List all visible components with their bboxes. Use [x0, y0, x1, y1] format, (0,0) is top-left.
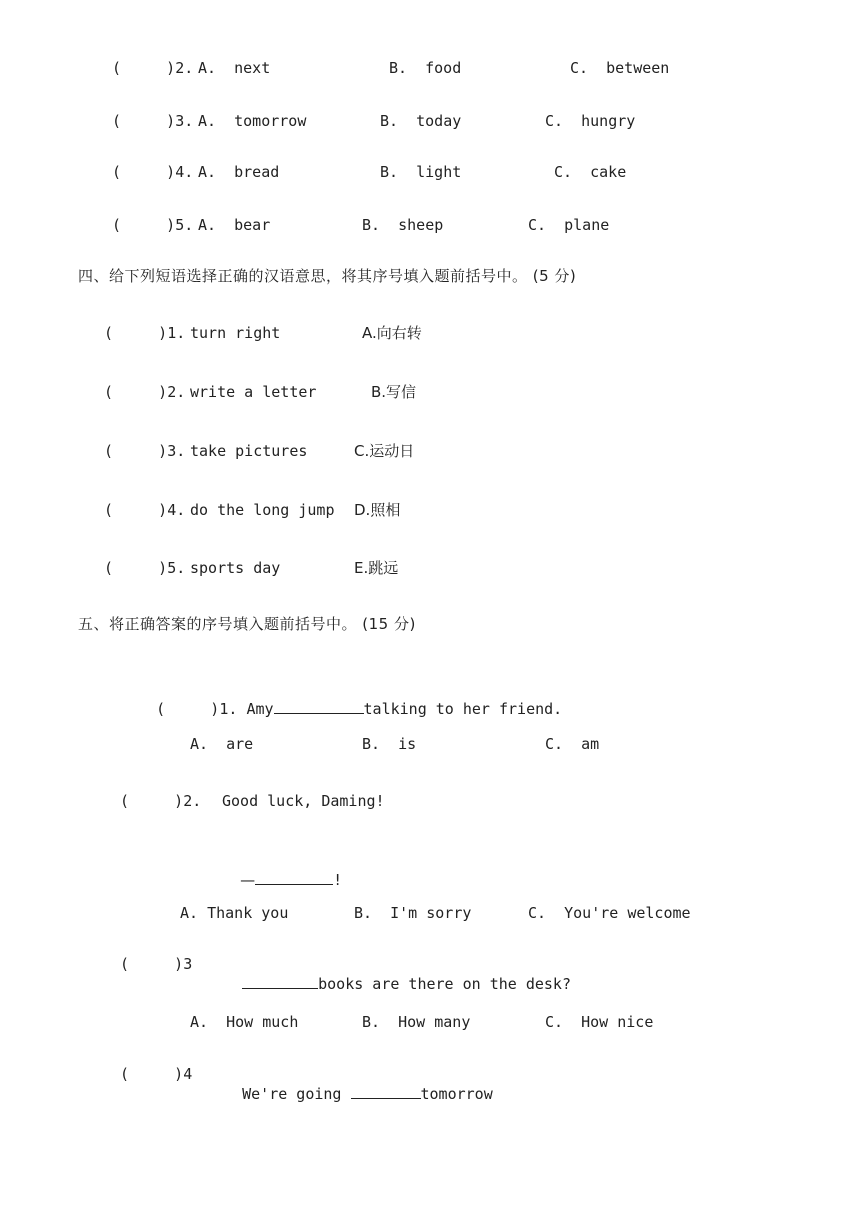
q1-option-a: A. are — [190, 735, 254, 753]
answer-paren: ( )3. — [112, 112, 194, 130]
option-c: C. between — [570, 59, 670, 77]
q2-answer-paren: ( )2. — [120, 792, 202, 810]
q4-sentence — [206, 1064, 493, 1124]
answer-blank — [274, 699, 364, 714]
answer-paren: ( )5. — [104, 559, 186, 577]
option-a: A. bear — [198, 216, 271, 234]
option-a: A. bread — [198, 163, 280, 181]
chinese-option: D.照相 — [354, 501, 401, 519]
option-b: B. food — [389, 59, 462, 77]
answer-paren: ( )2. — [104, 383, 186, 401]
answer-paren: ( )1. — [156, 700, 238, 718]
chinese-option: E.跳远 — [354, 559, 399, 577]
option-c: C. hungry — [545, 112, 636, 130]
option-b: B. today — [380, 112, 462, 130]
chinese-option: B.写信 — [371, 383, 417, 401]
answer-paren: ( )3. — [104, 442, 186, 460]
phrase: write a letter — [190, 383, 317, 401]
q3-option-c: C. How nice — [545, 1013, 654, 1031]
q3-answer-paren: ( )3 — [120, 955, 193, 973]
answer-paren: ( )1. — [104, 324, 186, 342]
answer-paren: ( )4. — [112, 163, 194, 181]
q1-option-c: C. am — [545, 735, 600, 753]
answer-blank — [351, 1084, 421, 1099]
sentence-end: talking to her friend. — [363, 700, 563, 718]
question-1 — [120, 679, 562, 739]
q1-option-b: B. is — [362, 735, 417, 753]
option-a: A. next — [198, 59, 271, 77]
option-b: B. sheep — [362, 216, 444, 234]
phrase: sports day — [190, 559, 281, 577]
sentence-start: We're going — [242, 1085, 342, 1103]
option-c: C. cake — [554, 163, 627, 181]
section5-heading: 五、将正确答案的序号填入题前括号中。 (15 分) — [78, 615, 416, 633]
phrase: take pictures — [190, 442, 308, 460]
q3-option-a: A. How much — [190, 1013, 299, 1031]
answer-blank — [255, 870, 333, 885]
q3-option-b: B. How many — [362, 1013, 471, 1031]
reply-dash: — — [240, 871, 256, 889]
chinese-option: A.向右转 — [362, 324, 422, 342]
option-b: B. light — [380, 163, 462, 181]
answer-blank — [242, 974, 318, 989]
sentence-start: Amy — [246, 700, 274, 718]
answer-paren: ( )5. — [112, 216, 194, 234]
q2-option-a: A. Thank you — [180, 904, 289, 922]
chinese-option: C.运动日 — [354, 442, 415, 460]
section4-heading: 四、给下列短语选择正确的汉语意思，将其序号填入题前括号中。 (5 分) — [78, 267, 577, 285]
option-c: C. plane — [528, 216, 610, 234]
answer-paren: ( )4. — [104, 501, 186, 519]
sentence-end: books are there on the desk? — [318, 975, 571, 993]
option-a: A. tomorrow — [198, 112, 307, 130]
phrase: do the long jump — [190, 501, 335, 519]
phrase: turn right — [190, 324, 281, 342]
q3-sentence — [206, 954, 571, 1014]
q2-reply-line — [204, 850, 342, 910]
q4-answer-paren: ( )4 — [120, 1065, 193, 1083]
q2-option-c: C. You're welcome — [528, 904, 691, 922]
q2-option-b: B. I'm sorry — [354, 904, 472, 922]
q2-prompt: Good luck, Daming! — [222, 792, 385, 810]
answer-paren: ( )2. — [112, 59, 194, 77]
sentence-end: tomorrow — [420, 1085, 493, 1103]
reply-end: ! — [333, 871, 343, 889]
